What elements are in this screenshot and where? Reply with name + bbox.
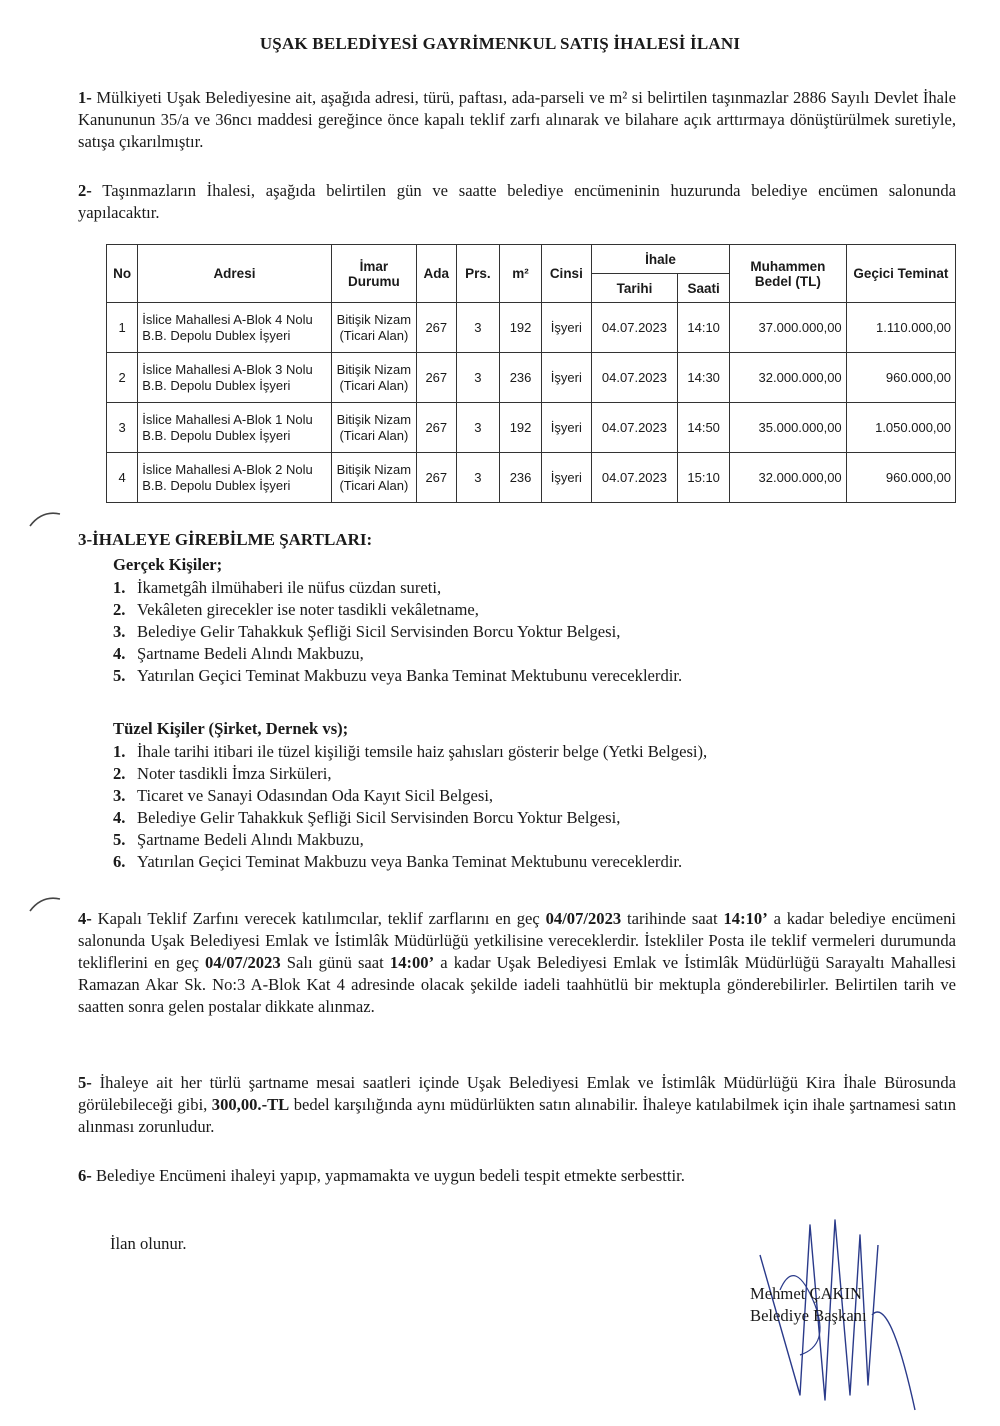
list-item: 2. Noter tasdikli İmza Sirküleri, (113, 764, 332, 783)
legal-entities-heading: Tüzel Kişiler (Şirket, Dernek vs); (113, 719, 349, 738)
section-3-heading: 3-İHALEYE GİREBİLME ŞARTLARI: (78, 530, 373, 549)
cell-no: 3 (107, 403, 138, 453)
legal-entities-list (113, 741, 707, 873)
list-item: 5. Şartname Bedeli Alındı Makbuzu, (113, 830, 364, 849)
list-item: 1. İhale tarihi itibari ile tüzel kişiliği temsile haiz şahısları gösterir belge (Yetki Belgesi), (113, 742, 708, 761)
punch-hole-mark (28, 508, 62, 528)
cell-adres: İslice Mahallesi A-Blok 3 Nolu B.B. Depolu Dublex İşyeri (138, 353, 332, 403)
cell-tarihi: 04.07.2023 (591, 453, 677, 503)
cell-m2: 236 (500, 453, 542, 503)
deadline-date: 04/07/2023 (545, 909, 622, 928)
cell-saati: 14:10 (678, 303, 730, 353)
header-tarihi: Tarihi (591, 274, 677, 303)
paragraph-2-number: 2- (78, 181, 92, 200)
deadline-time: 14:10’ (723, 909, 768, 928)
cell-imar: Bitişik Nizam (Ticari Alan) (331, 353, 416, 403)
paragraph-4-number: 4- (78, 909, 92, 928)
cell-saati: 15:10 (678, 453, 730, 503)
list-item: 2. Vekâleten girecekler ise noter tasdikli vekâletname, (113, 600, 479, 619)
cell-gecici: 960.000,00 (846, 453, 955, 503)
cell-ada: 267 (417, 403, 457, 453)
cell-tarihi: 04.07.2023 (591, 403, 677, 453)
document-title: UŞAK BELEDİYESİ GAYRİMENKUL SATIŞ İHALESİ İLANI (259, 34, 741, 53)
cell-muhammen: 35.000.000,00 (730, 403, 847, 453)
punch-hole-mark (28, 893, 62, 913)
table-row (107, 403, 956, 453)
cell-saati: 14:30 (678, 353, 730, 403)
paragraph-1 (78, 87, 956, 153)
cell-gecici: 1.050.000,00 (846, 403, 955, 453)
paragraph-5-number: 5- (78, 1073, 92, 1092)
header-adres: Adresi (138, 245, 332, 303)
header-ada: Ada (417, 245, 457, 303)
handwritten-signature (740, 1195, 930, 1415)
cell-no: 1 (107, 303, 138, 353)
paragraph-1-number: 1- (78, 88, 92, 107)
cell-cinsi: İşyeri (541, 403, 591, 453)
spec-fee: 300,00.-TL (211, 1095, 290, 1114)
list-item: 1. İkametgâh ilmühaberi ile nüfus cüzdan sureti, (113, 578, 442, 597)
cell-prs: 3 (456, 303, 500, 353)
paragraph-2-text: Taşınmazların İhalesi, aşağıda belirtilen gün ve saatte belediye encümeninin huzurunda belediye encümen salonunda yapılacaktır. (78, 181, 956, 222)
cell-no: 2 (107, 353, 138, 403)
cell-cinsi: İşyeri (541, 303, 591, 353)
cell-adres: İslice Mahallesi A-Blok 4 Nolu B.B. Depolu Dublex İşyeri (138, 303, 332, 353)
list-item: 4. Belediye Gelir Tahakkuk Şefliği Sicil Servisinden Borcu Yoktur Belgesi, (113, 808, 621, 827)
header-imar: İmar Durumu (331, 245, 416, 303)
cell-ada: 267 (417, 303, 457, 353)
paragraph-1-text: Mülkiyeti Uşak Belediyesine ait, aşağıda adresi, türü, paftası, ada-parseli ve m² si belirtilen taşınmazlar 2886 Sayılı Devlet İhale Kanununun 35/a ve 36ncı maddesi gereğince önce kapalı teklif zarfı alınarak ve bilahare açık arttırmaya dönüştürülmek suretiyle, satışa çıkarılmıştır. (78, 88, 956, 151)
closing-text: İlan olunur. (110, 1234, 187, 1253)
table-row (107, 453, 956, 503)
paragraph-6-number: 6- (78, 1166, 92, 1185)
paragraph-4: 4- Kapalı Teklif Zarfını verecek katılımcılar, teklif zarflarını en geç 04/07/2023 tarihinde saat 14:10’ a kadar belediye encümeni salonunda Uşak Belediyesi Emlak ve İstimlâk Müdürlüğü yetkilisine vereceklerdir. İstekliler Posta ile teklif vermeleri durumunda tekliflerini en geç 04/07/2023 Salı günü saat 14:00’ a kadar Uşak Belediyesi Emlak ve İstimlâk Müdürlüğü Sarayaltı Mahallesi Ramazan Akar Sk. No:3 A-Blok Kat 4 adresinde olacak şekilde iadeli taahhütlü bir mektupla gönderebilirler. Belirtilen tarih ve saatten sonra gelen postalar dikkate alınmaz. (78, 909, 957, 1016)
natural-persons-list (113, 577, 682, 687)
cell-m2: 192 (500, 403, 542, 453)
list-item: 6. Yatırılan Geçici Teminat Makbuzu veya Banka Teminat Mektubunu vereceklerdir. (113, 852, 683, 871)
cell-imar: Bitişik Nizam (Ticari Alan) (331, 403, 416, 453)
cell-ada: 267 (417, 353, 457, 403)
cell-muhammen: 32.000.000,00 (730, 453, 847, 503)
table-row (107, 353, 956, 403)
cell-tarihi: 04.07.2023 (591, 353, 677, 403)
postal-deadline-date: 04/07/2023 (205, 953, 281, 972)
paragraph-6-text: Belediye Encümeni ihaleyi yapıp, yapmamakta ve uygun bedeli tespit etmekte serbesttir. (95, 1166, 685, 1185)
cell-gecici: 960.000,00 (846, 353, 955, 403)
header-muhammen: Muhammen Bedel (TL) (730, 245, 847, 303)
table-row (107, 303, 956, 353)
cell-tarihi: 04.07.2023 (591, 303, 677, 353)
cell-m2: 236 (500, 353, 542, 403)
paragraph-5: 5- İhaleye ait her türlü şartname mesai saatleri içinde Uşak Belediyesi Emlak ve İstimlâk Müdürlüğü Kira İhale Bürosunda görülebileceği gibi, 300,00.-TL bedel karşılığında aynı müdürlükten satın alınabilir. İhaleye katılabilmek için ihale şartnamesi satın alınması zorunludur. (78, 1073, 956, 1136)
header-ihale: İhale (591, 245, 729, 274)
header-m2: m² (500, 245, 542, 303)
postal-deadline-time: 14:00’ (389, 953, 435, 972)
cell-prs: 3 (456, 403, 500, 453)
list-item: 3. Belediye Gelir Tahakkuk Şefliği Sicil Servisinden Borcu Yoktur Belgesi, (113, 622, 621, 641)
header-prs: Prs. (456, 245, 500, 303)
header-gecici: Geçici Teminat (846, 245, 955, 303)
list-item: 3. Ticaret ve Sanayi Odasından Oda Kayıt Sicil Belgesi, (113, 786, 494, 805)
cell-ada: 267 (417, 453, 457, 503)
signatory-title: Belediye Başkanı (750, 1306, 867, 1325)
list-item: 5. Yatırılan Geçici Teminat Makbuzu veya Banka Teminat Mektubunu vereceklerdir. (113, 666, 683, 685)
cell-saati: 14:50 (678, 403, 730, 453)
cell-prs: 3 (456, 453, 500, 503)
list-item: 4. Şartname Bedeli Alındı Makbuzu, (113, 644, 364, 663)
cell-no: 4 (107, 453, 138, 503)
cell-adres: İslice Mahallesi A-Blok 2 Nolu B.B. Depolu Dublex İşyeri (138, 453, 332, 503)
cell-muhammen: 32.000.000,00 (730, 353, 847, 403)
cell-m2: 192 (500, 303, 542, 353)
cell-gecici: 1.110.000,00 (846, 303, 955, 353)
paragraph-6 (78, 1165, 956, 1187)
cell-cinsi: İşyeri (541, 453, 591, 503)
header-no: No (107, 245, 138, 303)
cell-prs: 3 (456, 353, 500, 403)
signatory-name: Mehmet ÇAKIN (750, 1284, 862, 1303)
cell-adres: İslice Mahallesi A-Blok 1 Nolu B.B. Depolu Dublex İşyeri (138, 403, 332, 453)
header-saati: Saati (678, 274, 730, 303)
cell-imar: Bitişik Nizam (Ticari Alan) (331, 303, 416, 353)
header-cinsi: Cinsi (541, 245, 591, 303)
paragraph-2 (78, 180, 956, 224)
cell-muhammen: 37.000.000,00 (730, 303, 847, 353)
cell-cinsi: İşyeri (541, 353, 591, 403)
property-table (106, 244, 956, 503)
natural-persons-heading: Gerçek Kişiler; (113, 555, 223, 574)
cell-imar: Bitişik Nizam (Ticari Alan) (331, 453, 416, 503)
